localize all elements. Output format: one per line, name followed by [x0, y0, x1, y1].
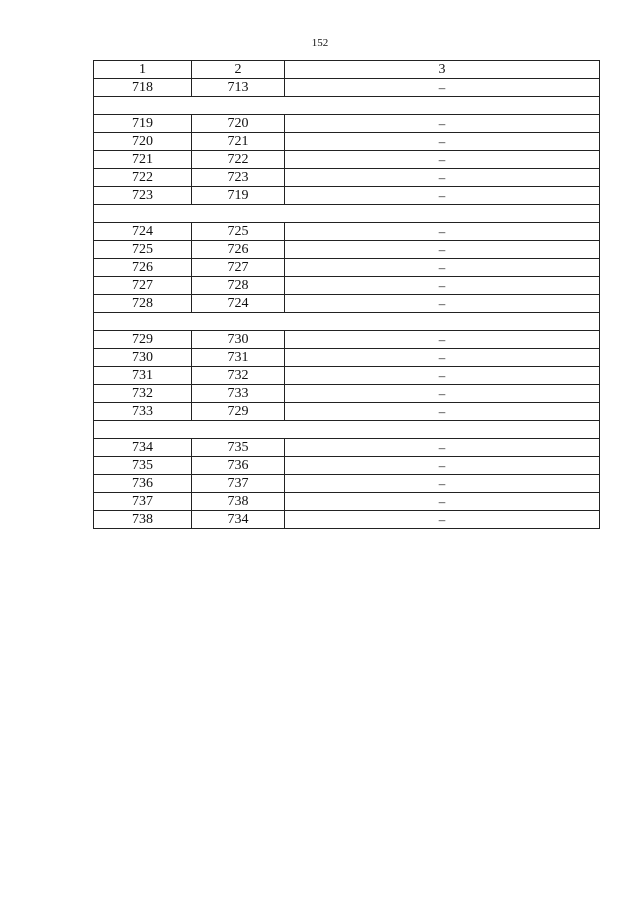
table-row: [94, 331, 600, 349]
page-number: 152: [311, 37, 329, 49]
table-cell-col-2: 734: [192, 511, 285, 529]
table-cell-col-3: –: [285, 169, 600, 187]
table-row: [94, 403, 600, 421]
table-cell-col-2: 726: [192, 241, 285, 259]
table-cell-col-3: –: [285, 223, 600, 241]
table-cell-col-2: 720: [192, 115, 285, 133]
table-row: [94, 277, 600, 295]
table-cell-col-2: 730: [192, 331, 285, 349]
separator-cell: [94, 313, 600, 331]
table-cell-col-1: 732: [94, 385, 192, 403]
table-cell-col-2: 722: [192, 151, 285, 169]
table-cell-col-2: 713: [192, 79, 285, 97]
table-cell-col-3: –: [285, 259, 600, 277]
header-cell-2: 2: [192, 61, 285, 79]
table-cell-col-2: 723: [192, 169, 285, 187]
table-row: [94, 79, 600, 97]
table-cell-col-1: 730: [94, 349, 192, 367]
table-cell-col-3: –: [285, 511, 600, 529]
table-row: [94, 367, 600, 385]
table-separator-row: [94, 97, 600, 115]
table-cell-col-3: –: [285, 403, 600, 421]
table-row: [94, 133, 600, 151]
table-cell-col-1: 725: [94, 241, 192, 259]
table-cell-col-1: 723: [94, 187, 192, 205]
table-cell-col-1: 738: [94, 511, 192, 529]
table-cell-col-1: 721: [94, 151, 192, 169]
table-row: [94, 349, 600, 367]
table-cell-col-1: 722: [94, 169, 192, 187]
table-cell-col-3: –: [285, 439, 600, 457]
table-separator-row: [94, 421, 600, 439]
table-cell-col-1: 724: [94, 223, 192, 241]
separator-cell: [94, 205, 600, 223]
table-body: [94, 61, 600, 529]
table-row: [94, 493, 600, 511]
table-row: [94, 151, 600, 169]
table-cell-col-2: 736: [192, 457, 285, 475]
table-cell-col-3: –: [285, 151, 600, 169]
table-cell-col-2: 727: [192, 259, 285, 277]
table-cell-col-2: 737: [192, 475, 285, 493]
table-cell-col-1: 731: [94, 367, 192, 385]
separator-cell: [94, 421, 600, 439]
table-cell-col-2: 735: [192, 439, 285, 457]
table-cell-col-1: 720: [94, 133, 192, 151]
table-cell-col-3: –: [285, 295, 600, 313]
table-cell-col-2: 725: [192, 223, 285, 241]
table-separator-row: [94, 313, 600, 331]
table-cell-col-2: 732: [192, 367, 285, 385]
table-cell-col-3: –: [285, 115, 600, 133]
table-row: [94, 457, 600, 475]
table-cell-col-3: –: [285, 277, 600, 295]
table-cell-col-3: –: [285, 79, 600, 97]
table-cell-col-3: –: [285, 457, 600, 475]
table-cell-col-1: 737: [94, 493, 192, 511]
separator-cell: [94, 97, 600, 115]
table-cell-col-1: 735: [94, 457, 192, 475]
table-cell-col-1: 727: [94, 277, 192, 295]
header-cell-1: 1: [94, 61, 192, 79]
table-cell-col-1: 736: [94, 475, 192, 493]
table-row: [94, 259, 600, 277]
table-row: [94, 295, 600, 313]
table-row: [94, 223, 600, 241]
table-cell-col-1: 729: [94, 331, 192, 349]
header-cell-3: 3: [285, 61, 600, 79]
table-cell-col-1: 719: [94, 115, 192, 133]
table-row: [94, 187, 600, 205]
table-cell-col-3: –: [285, 241, 600, 259]
table-row: [94, 169, 600, 187]
table-row: [94, 511, 600, 529]
table-cell-col-1: 728: [94, 295, 192, 313]
table-row: [94, 475, 600, 493]
table-cell-col-2: 731: [192, 349, 285, 367]
table-cell-col-1: 718: [94, 79, 192, 97]
table-cell-col-1: 726: [94, 259, 192, 277]
table-cell-col-3: –: [285, 493, 600, 511]
table-row: [94, 385, 600, 403]
table-cell-col-3: –: [285, 187, 600, 205]
table-cell-col-3: –: [285, 331, 600, 349]
table-cell-col-2: 728: [192, 277, 285, 295]
table-cell-col-2: 724: [192, 295, 285, 313]
data-table: [93, 60, 600, 529]
table-cell-col-2: 729: [192, 403, 285, 421]
table-cell-col-3: –: [285, 385, 600, 403]
table-row: [94, 115, 600, 133]
table-cell-col-3: –: [285, 475, 600, 493]
table-cell-col-3: –: [285, 349, 600, 367]
table-cell-col-2: 733: [192, 385, 285, 403]
table-cell-col-3: –: [285, 367, 600, 385]
table-cell-col-1: 733: [94, 403, 192, 421]
table-header-row: [94, 61, 600, 79]
table-cell-col-2: 719: [192, 187, 285, 205]
table-separator-row: [94, 205, 600, 223]
table-cell-col-2: 721: [192, 133, 285, 151]
table-cell-col-1: 734: [94, 439, 192, 457]
table-row: [94, 241, 600, 259]
table-cell-col-3: –: [285, 133, 600, 151]
table-cell-col-2: 738: [192, 493, 285, 511]
table-row: [94, 439, 600, 457]
